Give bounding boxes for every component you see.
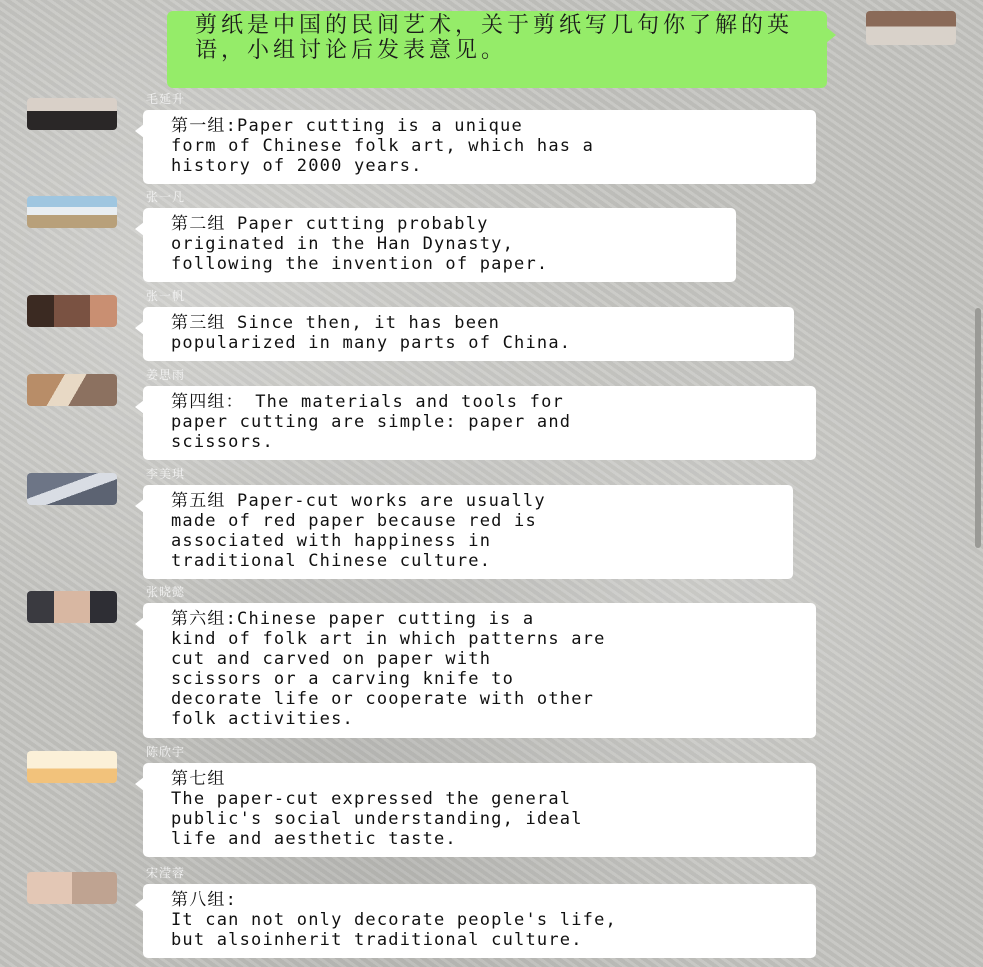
outgoing-message-bubble[interactable]: 剪纸是中国的民间艺术，关于剪纸写几句你了解的英语，小组讨论后发表意见。 bbox=[167, 11, 827, 88]
message-bubble[interactable]: 第五组 Paper-cut works are usually made of red paper because red is associated with happiness in traditional Chinese culture. bbox=[143, 485, 793, 579]
sender-name: 张晓懿 bbox=[146, 585, 186, 599]
my-avatar[interactable] bbox=[866, 11, 956, 45]
avatar[interactable] bbox=[27, 374, 117, 406]
sender-name: 陈欣宇 bbox=[146, 745, 186, 759]
message-bubble[interactable]: 第六组:Chinese paper cutting is a kind of folk art in which patterns are cut and carved on paper with scissors or a carving knife to decorate life or cooperate with other folk activities. bbox=[143, 603, 816, 738]
message-bubble[interactable]: 第一组:Paper cutting is a unique form of Chinese folk art, which has a history of 2000 years. bbox=[143, 110, 816, 184]
avatar[interactable] bbox=[27, 591, 117, 623]
sender-name: 李美琪 bbox=[146, 467, 186, 481]
avatar[interactable] bbox=[27, 872, 117, 904]
message-bubble[interactable]: 第三组 Since then, it has been popularized in many parts of China. bbox=[143, 307, 794, 361]
outgoing-message bbox=[0, 0, 983, 96]
message-bubble[interactable]: 第八组: It can not only decorate people's life, but alsoinherit traditional culture. bbox=[143, 884, 816, 958]
sender-name: 宋滢蓉 bbox=[146, 866, 186, 880]
avatar[interactable] bbox=[27, 751, 117, 783]
message-bubble[interactable]: 第四组： The materials and tools for paper cutting are simple: paper and scissors. bbox=[143, 386, 816, 460]
avatar[interactable] bbox=[27, 295, 117, 327]
avatar[interactable] bbox=[27, 98, 117, 130]
message-bubble[interactable]: 第七组 The paper-cut expressed the general public's social understanding, ideal life and aesthetic taste. bbox=[143, 763, 816, 857]
avatar[interactable] bbox=[27, 196, 117, 228]
sender-name: 张一帆 bbox=[146, 289, 186, 303]
sender-name: 张一凡 bbox=[146, 190, 186, 204]
sender-name: 毛延升 bbox=[146, 92, 186, 106]
message-bubble[interactable]: 第二组 Paper cutting probably originated in the Han Dynasty, following the invention of paper. bbox=[143, 208, 736, 282]
sender-name: 姜思雨 bbox=[146, 368, 186, 382]
avatar[interactable] bbox=[27, 473, 117, 505]
scrollbar-thumb[interactable] bbox=[975, 308, 981, 548]
